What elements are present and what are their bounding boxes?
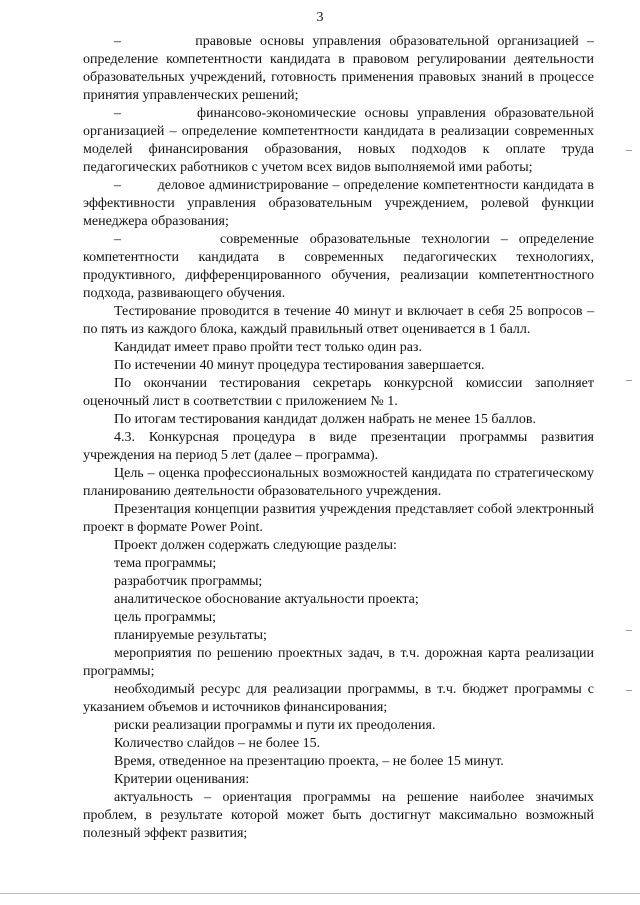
list-item: необходимый ресурс для реализации программы, в т.ч. бюджет программы с указанием объемов и источников финансирования; <box>83 682 594 715</box>
paragraph: Кандидат имеет право пройти тест только один раз. <box>114 340 422 355</box>
scan-mark <box>626 380 632 381</box>
paragraph: актуальность – ориентация программы на решение наиболее значимых проблем, в результате которой может быть достигнут максимально возможный полезный эффект развития; <box>83 790 594 841</box>
paragraph: Цель – оценка профессиональных возможностей кандидата по стратегическому планированию деятельности образовательного учреждения. <box>83 466 594 499</box>
list-item: цель программы; <box>114 610 217 625</box>
paragraph: Презентация концепции развития учреждения представляет собой электронный проект в формате Power Point. <box>83 502 594 535</box>
scan-mark <box>626 630 632 631</box>
page-number: 3 <box>316 10 324 25</box>
page-edge-line <box>0 893 640 894</box>
paragraph: Критерии оценивания: <box>114 772 250 787</box>
paragraph: Время, отведенное на презентацию проекта, – не более 15 минут. <box>114 754 504 769</box>
list-item: разработчик программы; <box>114 574 263 589</box>
bullet-paragraph: – правовые основы управления образовательной организацией – определение компетентности кандидата в правовом регулировании деятельности образовательных учреждений, готовность применения правовых знаний в процессе принятия управленческих решений; <box>83 34 594 103</box>
document-body <box>83 33 594 843</box>
list-item: аналитическое обоснование актуальности проекта; <box>114 592 419 607</box>
paragraph: Количество слайдов – не более 15. <box>114 736 321 751</box>
paragraph: По истечении 40 минут процедура тестирования завершается. <box>114 358 485 373</box>
list-item: планируемые результаты; <box>114 628 267 643</box>
bullet-paragraph: – финансово-экономические основы управления образовательной организацией – определение компетентности кандидата в реализации современных моделей финансирования образования, новых подходов к оплате труда педагогических работников с учетом всех видов выполняемой ими работы; <box>83 106 594 175</box>
scan-mark <box>626 150 632 151</box>
paragraph: По окончании тестирования секретарь конкурсной комиссии заполняет оценочный лист в соответствии с приложением № 1. <box>83 376 594 409</box>
bullet-paragraph: – деловое администрирование – определение компетентности кандидата в эффективности управления образовательным учреждением, ролевой функции менеджера образования; <box>83 178 594 229</box>
scan-mark <box>626 690 632 691</box>
paragraph: Тестирование проводится в течение 40 минут и включает в себя 25 вопросов – по пять из каждого блока, каждый правильный ответ оценивается в 1 балл. <box>83 304 594 337</box>
list-item: мероприятия по решению проектных задач, в т.ч. дорожная карта реализации программы; <box>83 646 594 679</box>
list-item: тема программы; <box>114 556 217 571</box>
list-item: риски реализации программы и пути их преодоления. <box>114 718 436 733</box>
section-paragraph: 4.3. Конкурсная процедура в виде презентации программы развития учреждения на период 5 лет (далее – программа). <box>83 430 594 463</box>
paragraph: По итогам тестирования кандидат должен набрать не менее 15 баллов. <box>114 412 536 427</box>
paragraph: Проект должен содержать следующие разделы: <box>114 538 397 553</box>
bullet-paragraph: – современные образовательные технологии – определение компетентности кандидата в современных педагогических технологиях, продуктивного, дифференцированного обучения, реализации компетентностного подхода, развивающего обучения. <box>83 232 594 301</box>
